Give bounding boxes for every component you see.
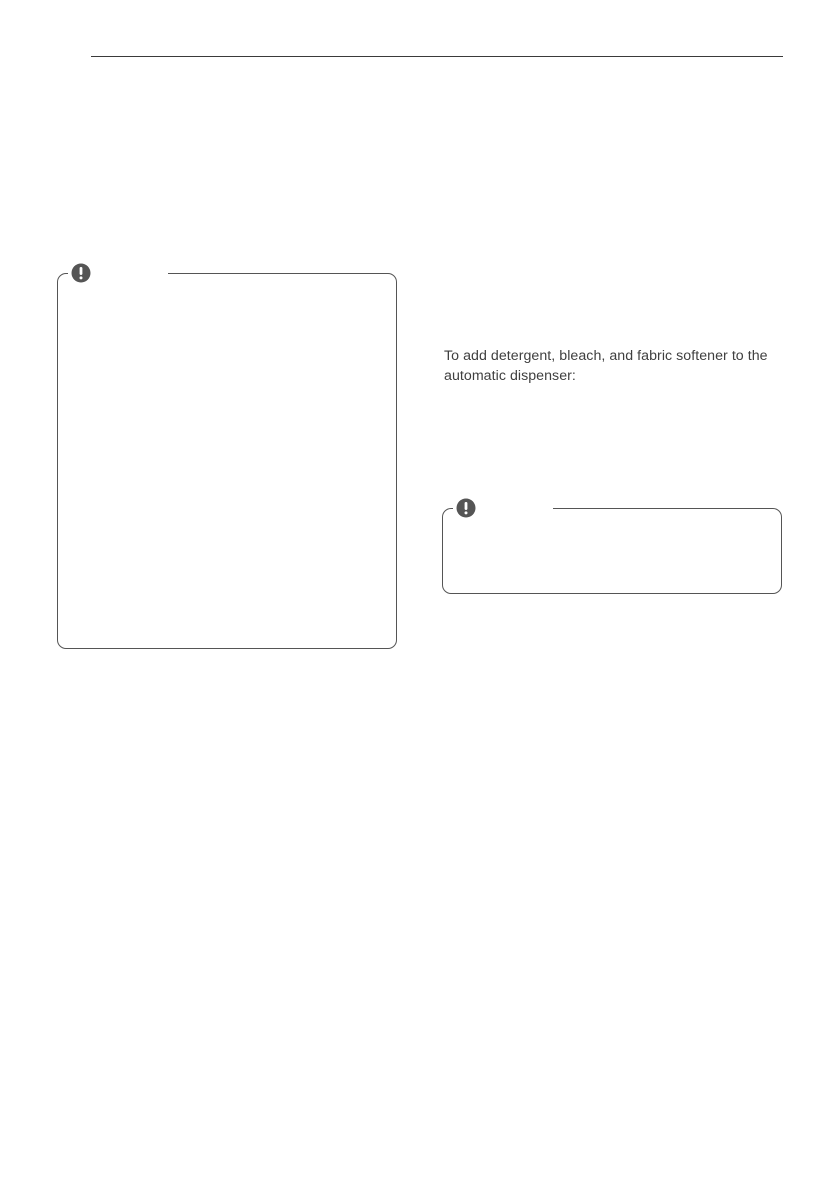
note-label-gap (91, 262, 165, 284)
note-box-right (442, 508, 782, 594)
exclamation-circle-icon (456, 498, 476, 518)
header-rule (91, 56, 783, 57)
note-box-left (57, 273, 397, 649)
exclamation-circle-icon (71, 263, 91, 283)
note-label-gap (476, 497, 550, 519)
note-header-left (68, 262, 168, 284)
note-header-right (453, 497, 553, 519)
instruction-text: To add detergent, bleach, and fabric softener to the automatic dispenser: (444, 348, 768, 384)
